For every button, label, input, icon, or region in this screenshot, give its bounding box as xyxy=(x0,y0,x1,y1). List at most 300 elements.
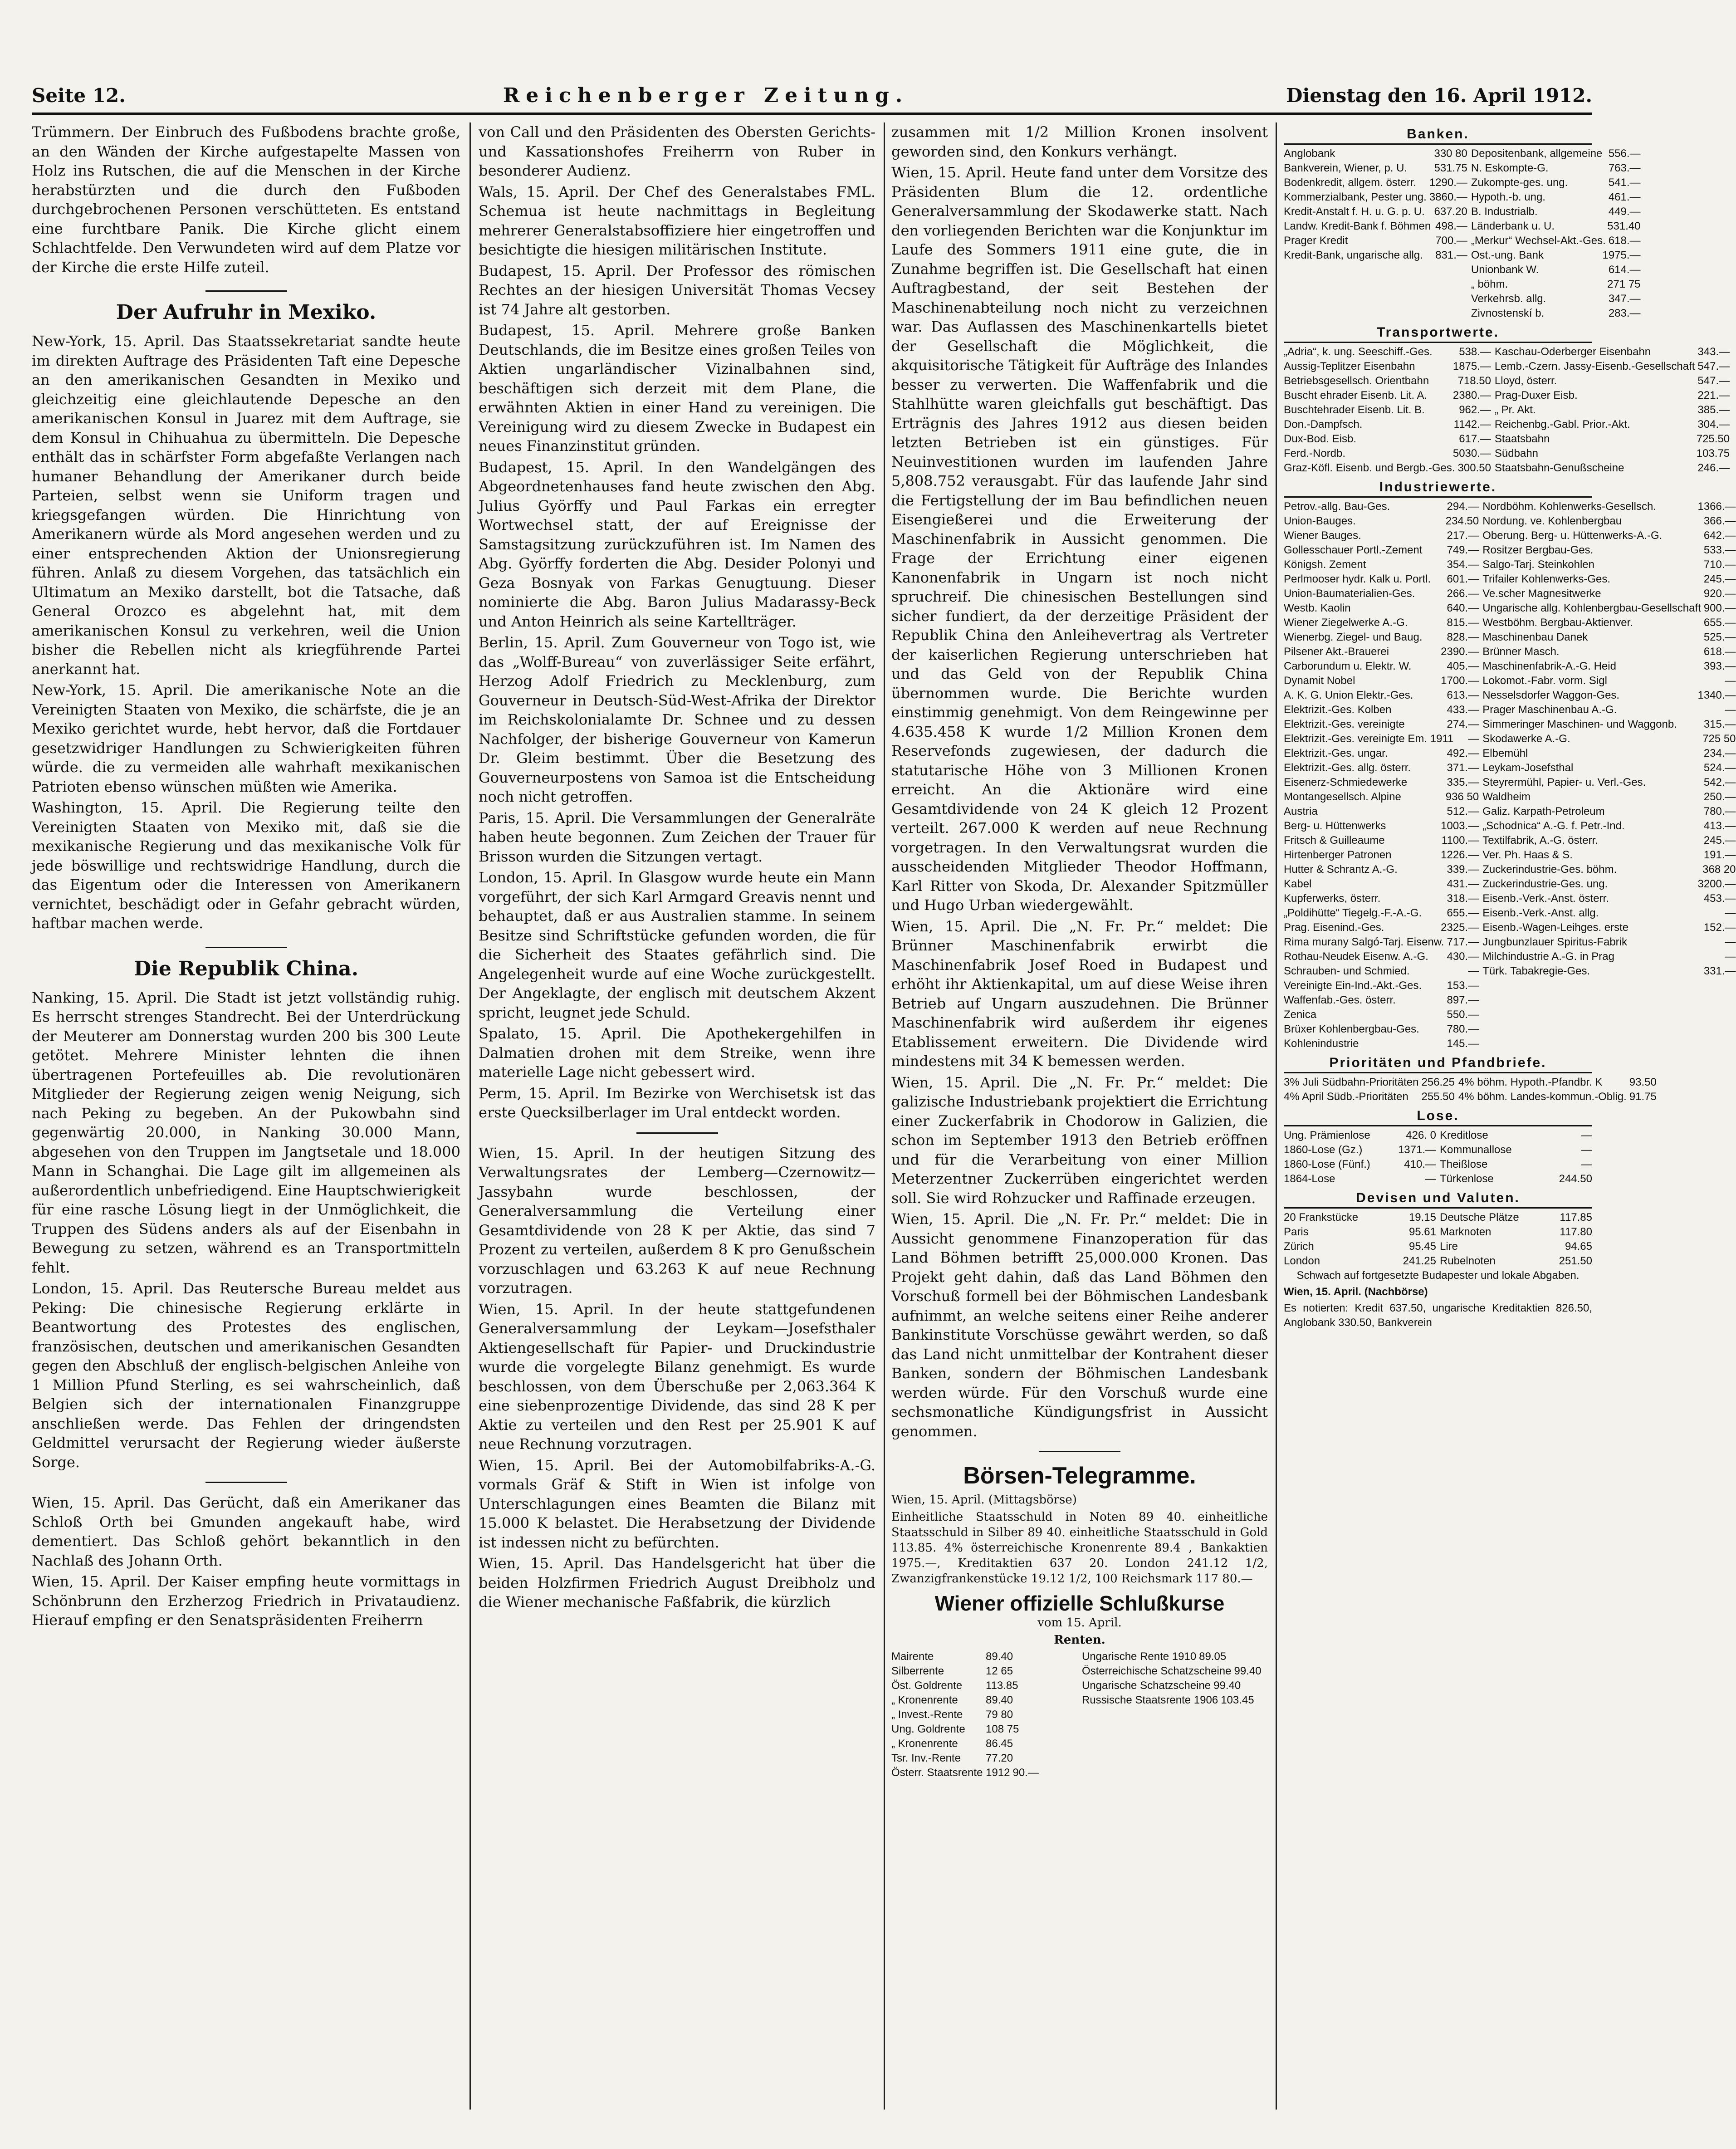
security-name: Lloyd, österr. xyxy=(1494,375,1557,387)
quote-value: 2390.— xyxy=(1441,646,1479,658)
security-name: 4% böhm. Hypoth.-Pfandbr. K xyxy=(1458,1076,1603,1088)
quote-row xyxy=(1471,292,1641,306)
quote-value: — xyxy=(1468,965,1479,977)
quote-row xyxy=(1440,1128,1592,1143)
boerse-wien-head: Wien, 15. April. (Mittagsbörse) xyxy=(891,1493,1077,1507)
quote-value: — xyxy=(1581,1144,1592,1156)
quote-value: 91.75 xyxy=(1629,1091,1657,1103)
security-name: 1860-Lose (Gz.) xyxy=(1284,1144,1363,1156)
quote-value: 371.— xyxy=(1447,762,1479,774)
article-text: Wien, 15. April. Die „N. Fr. Pr.“ meldet: Die in Aussicht genommene Finanzoperation für das Land Böhmen betrifft 25,000.000 Kronen. Das Projekt geht dahin, daß das Land Böhmen den Vorschuß formell bei der Böhmischen Landesbank aufnimmt, an welche seitens einer Reihe anderer Bankinstitute Vorschüsse gewährt werden, so daß das Land nicht unmittelbar der Kontrahent dieser Banken, sondern der Böhmischen Landesbank werden würde. Für den Vorschuß wurde eine sechsmonatliche Kündigungsfrist in Aussicht genommen. xyxy=(891,1210,1268,1440)
rente-value: 86.45 xyxy=(986,1737,1013,1750)
quote-value: 541.— xyxy=(1608,176,1641,189)
security-name: 1860-Lose (Fünf.) xyxy=(1284,1158,1370,1170)
article-text: von Call und den Präsidenten des Obersten Gerichts- und Kassationshofes Freiherrn von Ruber in besonderer Audienz. xyxy=(479,123,875,179)
column-4-markets xyxy=(1284,122,1736,2110)
security-name: Nordung. ve. Kohlenbergbau xyxy=(1482,515,1622,527)
quote-row xyxy=(1482,616,1736,630)
quote-row xyxy=(1284,819,1479,833)
security-name: Steyrermühl, Papier- u. Verl.-Ges. xyxy=(1482,776,1646,788)
separator xyxy=(1039,1451,1120,1452)
security-name: Simmeringer Maschinen- und Waggonb. xyxy=(1482,718,1677,730)
quote-value: 153.— xyxy=(1447,979,1479,992)
security-name: Zukompte-ges. ung. xyxy=(1471,176,1568,189)
quote-row xyxy=(1284,1008,1479,1022)
security-name: Länderbank u. U. xyxy=(1471,220,1555,232)
table-left-half xyxy=(1284,1128,1436,1186)
security-name: A. K. G. Union Elektr.-Ges. xyxy=(1284,689,1413,701)
quote-row xyxy=(1482,804,1736,819)
column-rule xyxy=(884,122,885,2110)
quote-value: 1142.— xyxy=(1453,418,1491,431)
quote-value: 538.— xyxy=(1459,346,1491,358)
quote-value: 347.— xyxy=(1608,293,1641,305)
quote-row xyxy=(1284,359,1491,374)
column-2 xyxy=(479,122,875,2110)
quote-value: 250.— xyxy=(1703,791,1736,803)
section-prior: Prioritäten und Pfandbriefe. xyxy=(1284,1056,1592,1073)
quote-value: 642.— xyxy=(1703,529,1736,542)
article-text: Wien, 15. April. In der heute stattgefundenen Generalversammlung der Leykam—Josefsthaler Aktiengesellschaft für Papier- und Druckindustrie wurde die vorgelegte Bilanz genehmigt. Es wurde beschlossen, von dem Überschuße per 2,063.364 K eine siebenprozentige Dividende, das sind 28 K per Aktie zu verteilen und den Rest per 25.901 K auf neue Rechnung vorzutragen. xyxy=(479,1300,875,1453)
table-right-half xyxy=(1440,1210,1592,1268)
security-name: Fritsch & Guilleaume xyxy=(1284,834,1385,847)
security-name: Aussig-Teplitzer Eisenbahn xyxy=(1284,360,1415,372)
quote-row xyxy=(1482,746,1736,761)
security-name: Union-Bauges. xyxy=(1284,515,1356,527)
quote-row xyxy=(1284,147,1467,161)
article-text: Wien, 15. April. Bei der Automobilfabriks-A.-G. vormals Gräf & Stift in Wien ist infolge von Unterschlagungen eines Beamten die Bilanz mit 15.000 K belastet. Die Herabsetzung der Dividende ist indessen nicht zu befürchten. xyxy=(479,1456,875,1551)
quote-value: 449.— xyxy=(1608,206,1641,218)
quote-value: 618.— xyxy=(1608,235,1641,247)
quote-row xyxy=(1482,906,1736,920)
security-name: Galiz. Karpath-Petroleum xyxy=(1482,805,1605,818)
security-name: Theißlose xyxy=(1440,1158,1488,1170)
security-name: Prager Kredit xyxy=(1284,235,1348,247)
security-name: „Merkur“ Wechsel-Akt.-Ges. xyxy=(1471,235,1606,247)
quote-value: 710.— xyxy=(1703,558,1736,571)
quote-value: 531.40 xyxy=(1607,220,1641,232)
quote-row xyxy=(1482,964,1736,979)
quote-row xyxy=(1284,601,1479,616)
quote-value: 547.— xyxy=(1697,360,1730,372)
security-name: Elektrizit.-Ges. ungar. xyxy=(1284,747,1388,759)
article-text: New-York, 15. April. Das Staatssekretariat sandte heute im direkten Auftrage des Präsidenten Taft eine Depesche an den amerikanischen Gesandten in Mexiko und gleichzeitig eine gleichlautende Depesche an den amerikanischen Konsul in Juarez mit dem Auftrage, sie dem Konsul in Chihuahua zu übermitteln. Die Depesche enthält das in schärfster Form abgefaßte Verlangen nach humaner Behandlung der Amerikaner durch beide Parteien, selbst wenn sie Uniform tragen und kriegsgefangen würden. Die Hinrichtung von Amerikanern würde als Mord angesehen werden und zu einer entsprechenden Aktion der Unionsregierung führen. Anlaß zu diesem Vorgehen, das tatsächlich ein Ultimatum an Mexiko darstellt, bot die Tatsache, daß General Orozco es abgelehnt hat, mit dem amerikanischen Konsul zu verkehren, weil die Union bisher die Rebellen nicht als kriegführende Partei anerkannt hat. xyxy=(32,333,460,678)
quote-row xyxy=(1471,263,1641,277)
quote-row xyxy=(1284,248,1467,263)
security-name: Vereinigte Ein-Ind.-Akt.-Ges. xyxy=(1284,979,1422,992)
quote-row xyxy=(1284,514,1479,529)
quote-row xyxy=(1482,862,1736,877)
quote-value: 550.— xyxy=(1447,1008,1479,1021)
security-name: Rima murany Salgó-Tarj. Eisenw. xyxy=(1284,936,1444,948)
quote-value: 430.— xyxy=(1447,950,1479,963)
article-text: Berlin, 15. April. Zum Gouverneur von Togo ist, wie das „Wolff-Bureau“ von zuverlässiger Seite erfährt, Herzog Adolf Friedrich zu Mecklenburg, zum Gouverneur in Deutsch-Süd-West-Afrika der Direktor im Reichskolonialamte Dr. Schnee und zu dessen Nachfolger, der bisherige Gouverneur von Kamerun Dr. Gleim bestimmt. Über die Besetzung des Gouverneurpostens von Samoa ist die Entscheidung noch nicht getroffen. xyxy=(479,634,875,805)
quote-value: 718.50 xyxy=(1457,375,1491,387)
column-3 xyxy=(891,122,1268,2110)
quote-row xyxy=(1284,1210,1436,1225)
rente-value: 79 80 xyxy=(986,1708,1013,1721)
security-name: Depositenbank, allgemeine xyxy=(1471,147,1603,160)
table-left-half xyxy=(1284,499,1479,1051)
security-name: Wiener Bauges. xyxy=(1284,529,1361,542)
quote-row xyxy=(1482,703,1736,717)
security-name: Betriebsgesellsch. Orientbahn xyxy=(1284,375,1429,387)
quote-row xyxy=(1284,205,1467,219)
security-name: Jungbunzlauer Spiritus-Fabrik xyxy=(1482,936,1628,948)
quote-value: 19.15 xyxy=(1408,1211,1436,1224)
quote-row xyxy=(1284,862,1479,877)
quote-value: 1700.— xyxy=(1441,675,1479,687)
article-text: London, 15. April. In Glasgow wurde heute ein Mann vorgeführt, der sich Karl Armgard Greavis nennt und behauptet, daß er aus Australien stamme. In seinem Besitze sind Schriftstücke gefunden worden, die für die Sicherheit des Staates gefährlich sind. Die Angelegenheit wurde auf eine Woche zurückgestellt. Der Angeklagte, der englisch mit deutschem Akzent spricht, leugnet jede Schuld. xyxy=(479,869,875,1021)
article-text: Budapest, 15. April. Mehrere große Banken Deutschlands, die im Besitze eines großen Teiles von Aktien ungarländischer Vizinalbahnen sind, beschäftigen sich derzeit mit dem Plane, die erwähnten Aktien in einer Hand zu vereinigen. Die Vereinigung wird zu diesem Zwecke in Budapest ein neues Finanzinstitut gründen. xyxy=(479,322,875,455)
rente-row xyxy=(891,1722,1077,1737)
quote-value: 426. 0 xyxy=(1406,1129,1436,1141)
quote-value: 1366.— xyxy=(1697,500,1736,513)
rente-row xyxy=(1082,1650,1268,1664)
security-name: Ung. Prämienlose xyxy=(1284,1129,1370,1141)
quote-value: 1875.— xyxy=(1452,360,1491,372)
table-left-half xyxy=(1284,345,1491,475)
nachboerse-head: Wien, 15. April. (Nachbörse) xyxy=(1284,1286,1428,1298)
quote-row xyxy=(1471,248,1641,263)
security-name: Hirtenberger Patronen xyxy=(1284,849,1392,861)
article-text: Wien, 15. April. Die „N. Fr. Pr.“ meldet: Die galizische Industriebank projektiert die Errichtung einer Zuckerfabrik in Chodorow in Galizien, die schon im September 1913 den Betrieb eröffnen und für die Verarbeitung von einer Million Meterzentner Zuckerrüben eingerichtet werden soll. Sie wird Rohzucker und Raffinade erzeugen. xyxy=(891,1073,1268,1207)
security-name: Dux-Bod. Eisb. xyxy=(1284,433,1357,445)
security-name: Kredit-Bank, ungarische allg. xyxy=(1284,249,1423,261)
quote-value: 617.— xyxy=(1459,433,1491,445)
quote-row xyxy=(1471,205,1641,219)
newspaper-page xyxy=(32,27,1736,2123)
table-right-half xyxy=(1495,345,1730,475)
renten-table xyxy=(891,1650,1268,1780)
quote-value: 245.— xyxy=(1703,834,1736,847)
section-lose: Lose. xyxy=(1284,1109,1592,1126)
security-name: Kredit-Anstalt f. H. u. G. p. U. xyxy=(1284,206,1425,218)
rente-value: 103.45 xyxy=(1221,1694,1254,1706)
security-name: Maschinenbau Danek xyxy=(1482,631,1588,643)
quote-row xyxy=(1284,1075,1455,1090)
rente-name: Tsr. Inv.-Rente xyxy=(891,1752,961,1764)
rente-row xyxy=(891,1693,1077,1708)
quote-row xyxy=(1284,1022,1479,1037)
table-right-half xyxy=(1440,1128,1592,1186)
quote-row xyxy=(1284,877,1479,891)
security-name: Eisenb.-Wagen-Leihges. erste xyxy=(1482,921,1629,934)
rente-row xyxy=(891,1751,1077,1766)
quote-row xyxy=(1284,1254,1436,1268)
quote-value: 246.— xyxy=(1697,462,1730,474)
quote-value: 962.— xyxy=(1459,404,1491,416)
quote-value: 318.— xyxy=(1447,892,1479,905)
quote-value: 920.— xyxy=(1703,587,1736,600)
quote-value: 1975.— xyxy=(1602,249,1641,261)
quote-row xyxy=(1495,432,1730,446)
security-name: Eisenb.-Verk.-Anst. österr. xyxy=(1482,892,1609,905)
quote-value: 217.— xyxy=(1447,529,1479,542)
quote-value: 241.25 xyxy=(1403,1255,1436,1267)
rente-row xyxy=(1082,1693,1268,1708)
rente-row xyxy=(891,1664,1077,1679)
security-name: Wienerbg. Ziegel- und Baug. xyxy=(1284,631,1423,643)
rente-row xyxy=(891,1650,1077,1664)
table-devisen xyxy=(1284,1210,1592,1268)
security-name: London xyxy=(1284,1255,1320,1267)
quote-row xyxy=(1471,176,1641,190)
quote-value: 410.— xyxy=(1404,1158,1436,1170)
security-name: Kaschau-Oderberger Eisenbahn xyxy=(1494,346,1651,358)
quote-row xyxy=(1495,374,1730,388)
security-name: Kabel xyxy=(1284,878,1312,890)
quote-row xyxy=(1482,630,1736,645)
quote-row xyxy=(1284,645,1479,659)
quote-row xyxy=(1284,461,1491,475)
rente-row xyxy=(891,1708,1077,1722)
table-banken xyxy=(1284,147,1641,321)
quote-value: — xyxy=(1725,675,1736,687)
quote-value: — xyxy=(1725,907,1736,919)
rente-name: Österreichische Schatzscheine xyxy=(1082,1664,1232,1677)
page-number: Seite 12. xyxy=(32,84,126,107)
quote-value: 385.— xyxy=(1697,404,1730,416)
quote-value: — xyxy=(1725,936,1736,948)
security-name: Nesselsdorfer Waggon-Ges. xyxy=(1482,689,1620,701)
quote-value: 542.— xyxy=(1703,776,1736,788)
quote-value: 245.— xyxy=(1703,573,1736,585)
quote-row xyxy=(1495,359,1730,374)
security-name: Wiener Ziegelwerke A.-G. xyxy=(1284,617,1408,629)
security-name: Bodenkredit, allgem. österr. xyxy=(1284,176,1417,189)
quote-row xyxy=(1471,306,1641,321)
table-right-half xyxy=(1482,499,1736,1051)
security-name: 3% Juli Südbahn-Prioritäten xyxy=(1284,1076,1419,1088)
renten-right xyxy=(1082,1650,1268,1780)
security-name: Unionbank W. xyxy=(1471,264,1539,276)
table-left-half xyxy=(1284,1210,1436,1268)
quote-row xyxy=(1482,587,1736,601)
security-name: Anglobank xyxy=(1284,147,1335,160)
security-name: Zuckerindustrie-Ges. ung. xyxy=(1482,878,1608,890)
article-text: Budapest, 15. April. Der Professor des römischen Rechtes an der hiesigen Universität Thomas Vecsey ist 74 Jahre alt gestorben. xyxy=(479,262,875,318)
section-industrie: Industriewerte. xyxy=(1284,480,1592,498)
security-name: Kohlenindustrie xyxy=(1284,1038,1359,1050)
quote-value: 343.— xyxy=(1697,346,1730,358)
quote-row xyxy=(1284,161,1467,176)
quote-row xyxy=(1482,645,1736,659)
quote-value: 900.— xyxy=(1703,602,1736,614)
quote-row xyxy=(1440,1143,1592,1157)
security-name: Kommerzialbank, Pester ung. xyxy=(1284,191,1427,203)
quote-row xyxy=(1482,717,1736,732)
security-name: Brünner Masch. xyxy=(1482,646,1560,658)
quote-value: 335.— xyxy=(1447,776,1479,788)
security-name: Ost.-ung. Bank xyxy=(1471,249,1544,261)
quote-row xyxy=(1284,432,1491,446)
security-name: Buschtehrader Eisenb. Lit. B. xyxy=(1284,404,1425,416)
security-name: Türkenlose xyxy=(1440,1173,1494,1185)
security-name: Perlmooser hydr. Kalk u. Portl. xyxy=(1284,573,1431,585)
quote-row xyxy=(1284,234,1467,248)
quote-value: 601.— xyxy=(1447,573,1479,585)
quote-row xyxy=(1284,848,1479,862)
security-name: Rothau-Neudek Eisenw. A.-G. xyxy=(1284,950,1428,963)
security-name: Deutsche Plätze xyxy=(1440,1211,1519,1224)
rente-name: Österr. Staatsrente 1912 xyxy=(891,1766,1010,1779)
quote-value: 304.— xyxy=(1697,418,1730,431)
security-name: Prag-Duxer Eisb. xyxy=(1494,389,1578,401)
quote-value: 339.— xyxy=(1447,863,1479,876)
quote-row xyxy=(1284,674,1479,688)
quote-value: 700.— xyxy=(1435,235,1467,247)
rente-row xyxy=(891,1766,1077,1780)
quote-row xyxy=(1482,732,1736,746)
security-name: Staatsbahn-Genußscheine xyxy=(1494,462,1624,474)
security-name: Elektrizit.-Ges. vereinigte xyxy=(1284,718,1405,730)
quote-row xyxy=(1495,446,1730,461)
quote-value: 393.— xyxy=(1703,660,1736,672)
quote-value: 271 75 xyxy=(1607,278,1641,290)
quote-row xyxy=(1284,688,1479,703)
quote-value: 244.50 xyxy=(1559,1173,1592,1185)
rente-name: „ Kronenrente xyxy=(891,1737,958,1750)
quote-value: 94.65 xyxy=(1565,1240,1592,1253)
quote-row xyxy=(1284,529,1479,543)
security-name: Waldheim xyxy=(1482,791,1531,803)
quote-value: 725.50 xyxy=(1696,433,1730,445)
security-name: Buscht ehrader Eisenb. Lit. A. xyxy=(1284,389,1428,401)
security-name: Austria xyxy=(1284,805,1318,818)
quote-row xyxy=(1458,1090,1657,1104)
security-name: Ungarische allg. Kohlenbergbau-Gesellschaft xyxy=(1482,602,1701,614)
table-left-half xyxy=(1284,1075,1455,1104)
quote-value: 315.— xyxy=(1703,718,1736,730)
quote-row xyxy=(1284,775,1479,790)
quote-value: 1290.— xyxy=(1429,176,1467,189)
quote-row xyxy=(1495,403,1730,417)
newspaper-title: Reichenberger Zeitung. xyxy=(503,83,909,107)
quote-value: 897.— xyxy=(1447,994,1479,1006)
rente-name: „ Invest.-Rente xyxy=(891,1708,963,1721)
security-name: Staatsbahn xyxy=(1494,433,1550,445)
quote-value: 498.— xyxy=(1435,220,1467,232)
security-name: Leykam-Josefsthal xyxy=(1482,762,1574,774)
quote-value: 368 20 xyxy=(1702,863,1736,876)
quote-row xyxy=(1284,1128,1436,1143)
closing-note: Schwach auf fortgesetzte Budapester und lokale Abgaben. xyxy=(1296,1269,1580,1282)
quote-value: 1226.— xyxy=(1441,849,1479,861)
renten-left xyxy=(891,1650,1077,1780)
quote-row xyxy=(1471,234,1641,248)
section-heading-mexiko: Der Aufruhr in Mexiko. xyxy=(32,290,460,324)
section-transport: Transportwerte. xyxy=(1284,325,1592,343)
article-text: Perm, 15. April. Im Bezirke von Werchisetsk ist das erste Quecksilberlager im Ural entdeckt worden. xyxy=(479,1084,875,1121)
quote-value: 613.— xyxy=(1447,689,1479,701)
quote-value: 655.— xyxy=(1447,907,1479,919)
quote-row xyxy=(1284,1172,1436,1186)
quote-value: 556.— xyxy=(1608,147,1641,160)
security-name: Marknoten xyxy=(1440,1226,1491,1238)
security-name: Königsh. Zement xyxy=(1284,558,1366,571)
rente-name: Ung. Goldrente xyxy=(891,1723,965,1735)
security-name: Skodawerke A.-G. xyxy=(1482,733,1570,745)
quote-row xyxy=(1284,374,1491,388)
security-name: 4% April Südb.-Prioritäten xyxy=(1284,1091,1408,1103)
separator xyxy=(205,1482,287,1483)
column-rule xyxy=(1276,122,1277,2110)
quote-row xyxy=(1482,790,1736,804)
security-name: Salgo-Tarj. Steinkohlen xyxy=(1482,558,1594,571)
article-text: Spalato, 15. April. Die Apothekergehilfen in Dalmatien drohen mit dem Streike, wenn ihre materielle Lage nicht gebessert wird. xyxy=(479,1025,875,1081)
rente-value: 77.20 xyxy=(986,1752,1013,1764)
rente-value: 113.85 xyxy=(986,1679,1018,1692)
security-name: 1864-Lose xyxy=(1284,1173,1335,1185)
quote-row xyxy=(1284,659,1479,674)
quote-row xyxy=(1482,833,1736,848)
quote-row xyxy=(1284,993,1479,1008)
security-name: Ver. Ph. Haas & S. xyxy=(1482,849,1573,861)
quote-row xyxy=(1284,190,1467,205)
quote-value: 531.75 xyxy=(1434,162,1467,174)
security-name: Dynamit Nobel xyxy=(1284,675,1355,687)
section-banken: Banken. xyxy=(1284,127,1592,145)
quote-row xyxy=(1284,572,1479,587)
offiziell-title: Wiener offizielle Schlußkurse xyxy=(934,1591,1225,1615)
rente-name: „ Kronenrente xyxy=(891,1694,958,1706)
quote-row xyxy=(1284,935,1479,950)
security-name: Bankverein, Wiener, p. U. xyxy=(1284,162,1408,174)
security-name: Brüxer Kohlenbergbau-Ges. xyxy=(1284,1023,1419,1035)
boerse-wien-text: Einheitliche Staatsschuld in Noten 89 40. einheitliche Staatsschuld in Silber 89 40. einheitliche Staatsschuld in Gold 113.85. 4% österreichische Kronenrente 89.4 , Bankaktien 1975.—, Kreditaktien 637 20. London 241.12 1/2, Zwanzigfrankenstücke 19.12 1/2, 100 Reichsmark 117 80.— xyxy=(891,1510,1268,1586)
security-name: Zenica xyxy=(1284,1008,1317,1021)
quote-value: 618.— xyxy=(1703,646,1736,658)
quote-row xyxy=(1471,190,1641,205)
quote-row xyxy=(1284,388,1491,403)
security-name: Lokomot.-Fabr. vorm. Sigl xyxy=(1482,675,1607,687)
quote-row xyxy=(1284,732,1479,746)
quote-value: 1100.— xyxy=(1441,834,1479,847)
quote-row xyxy=(1284,446,1491,461)
security-name: Lire xyxy=(1440,1240,1458,1253)
security-name: Kommunallose xyxy=(1440,1144,1512,1156)
security-name: Rositzer Bergbau-Ges. xyxy=(1482,544,1594,556)
quote-row xyxy=(1284,746,1479,761)
quote-row xyxy=(1284,176,1467,190)
quote-value: 234.— xyxy=(1703,747,1736,759)
security-name: Petrov.-allg. Bau-Ges. xyxy=(1284,500,1390,513)
quote-row xyxy=(1482,499,1736,514)
quote-value: 221.— xyxy=(1697,389,1730,401)
separator xyxy=(636,1132,718,1134)
quote-row xyxy=(1284,891,1479,906)
security-name: Trifailer Kohlenwerks-Ges. xyxy=(1482,573,1611,585)
quote-row xyxy=(1471,277,1641,292)
quote-row xyxy=(1495,345,1730,359)
security-name: „Adria“, k. ung. Seeschiff.-Ges. xyxy=(1284,346,1433,358)
quote-value: 405.— xyxy=(1447,660,1479,672)
quote-row xyxy=(1440,1225,1592,1239)
article-text: Trümmern. Der Einbruch des Fußbodens brachte große, an den Wänden der Kirche aufgestapelte Massen von Holz ins Rutschen, die auf die Menschen in der Kirche herabstürzten und die durch den Fußboden durchgebrochenen Personen verschütteten. Es entstand eine furchtbare Panik. Die Kirche glicht einem Schlachtfelde. Den Verwundeten wird auf dem Platze vor der Kirche die erste Hilfe zuteil. xyxy=(32,123,460,276)
article-text: London, 15. April. Das Reutersche Bureau meldet aus Peking: Die chinesische Regierung erklärte in Beantwortung des Protestes des englischen, französischen, deutschen und amerikanischen Gesandten gegen den Abschluß der englisch-belgischen Anleihe von 1 Million Pfund Sterling, es sei wahrscheinlich, daß Belgien sich der internationalen Finanzgruppe anschließen werde. Das Fehlen der dringendsten Geldmittel verursacht der Regierung wieder äußerste Sorge. xyxy=(32,1280,460,1471)
quote-row xyxy=(1284,417,1491,432)
security-name: Don.-Dampfsch. xyxy=(1284,418,1363,431)
quote-row xyxy=(1284,499,1479,514)
security-name: 4% böhm. Landes-kommun.-Oblig. xyxy=(1458,1091,1627,1103)
article-text: New-York, 15. April. Die amerikanische Note an die Vereinigten Staaten von Mexiko, die schärfste, die je an Mexiko gerichtet wurde, hebt hervor, daß die Fortdauer gesetzwidriger Handlungen zu Schwierigkeiten führen würde. die zu vermeiden alle wahrhaft mexikanischen Patrioten ebenso wünschen müßten wie Amerika. xyxy=(32,681,460,795)
quote-row xyxy=(1284,703,1479,717)
quote-value: 717.— xyxy=(1447,936,1479,948)
security-name: „ böhm. xyxy=(1471,278,1508,290)
quote-row xyxy=(1284,761,1479,775)
quote-value: 749.— xyxy=(1447,544,1479,556)
